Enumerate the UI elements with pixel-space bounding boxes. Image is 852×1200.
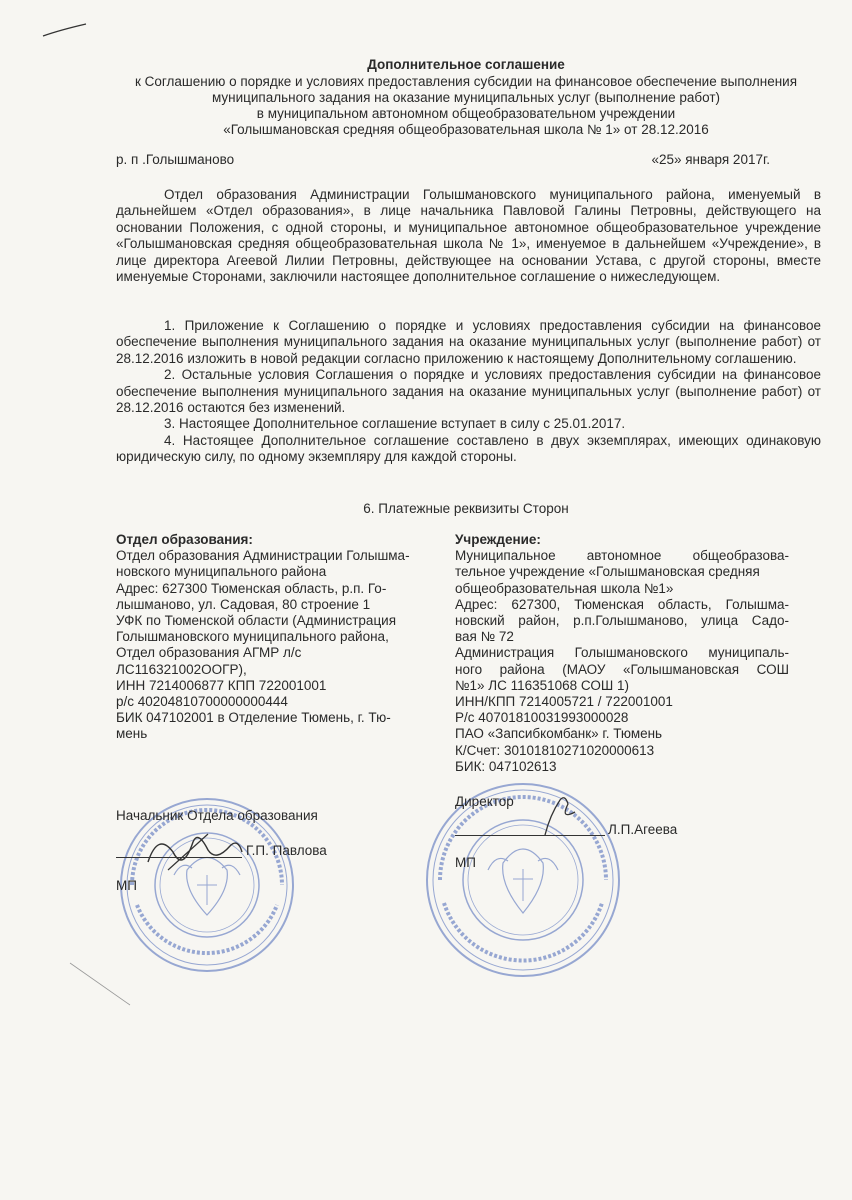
right-party-heading: Учреждение: bbox=[455, 532, 541, 547]
left-party-heading: Отдел образования: bbox=[116, 532, 253, 547]
right-signer-name: Л.П.Агеева bbox=[608, 822, 678, 837]
subtitle-line: к Соглашению о порядке и условиях предоставления субсидии на финансовое обеспечение выполнения bbox=[134, 74, 798, 89]
subtitle-line: в муниципальном автономном общеобразовательном учреждении bbox=[256, 106, 676, 121]
pen-mark bbox=[40, 20, 90, 40]
requisite-line: ИНН/КПП 7214005721 / 722001001 bbox=[455, 694, 673, 710]
requisite-line: р/с 40204810700000000444 bbox=[116, 694, 288, 710]
left-handwritten-signature bbox=[138, 822, 248, 882]
requisite-line: Р/с 40701810031993000028 bbox=[455, 710, 629, 726]
requisite-line: Отдел образования АГМР л/с bbox=[116, 645, 302, 661]
requisite-line: Муниципальное автономное общеобразова- bbox=[455, 548, 789, 564]
requisite-line: новский район, р.п.Голышманово, улица Садо- bbox=[455, 613, 789, 629]
agreement-item: 4. Настоящее Дополнительное соглашение составлено в двух экземплярах, имеющих одинаковую юридическую силу, по одному экземпляру для каждой стороны. bbox=[116, 432, 821, 465]
requisite-line: ПАО «Запсибкомбанк» г. Тюмень bbox=[455, 726, 663, 742]
requisite-line: мень bbox=[116, 726, 148, 742]
subtitle-line: «Голышмановская средняя общеобразовательная школа № 1» от 28.12.2016 bbox=[223, 122, 709, 137]
place-of-signing: р. п .Голышманово bbox=[116, 152, 235, 167]
agreement-item: 1. Приложение к Соглашению о порядке и условиях предоставления субсидии на финансовое обеспечение выполнения муниципального задания на оказание муниципальных услуг (выполнение работ) от 28.12.2016 изложить в новой редакции согласно приложению к настоящему Дополнительному соглашению. bbox=[116, 318, 821, 366]
document-title: Дополнительное соглашение bbox=[367, 57, 565, 72]
requisite-line: ЛС116321002ООГР), bbox=[116, 661, 247, 677]
right-signer-title: Директор bbox=[455, 794, 514, 809]
right-seal-label: МП bbox=[455, 855, 476, 870]
left-party-requisites bbox=[116, 532, 434, 743]
right-handwritten-signature bbox=[520, 790, 600, 840]
requisite-line: ИНН 7214006877 КПП 722001001 bbox=[116, 677, 327, 693]
requisite-line: Голышмановского муниципального района, bbox=[116, 629, 389, 645]
requisite-line: Администрация Голышмановского муниципаль- bbox=[455, 645, 789, 661]
agreement-item: 2. Остальные условия Соглашения о порядке и условиях предоставления субсидии на финансовое обеспечение выполнения муниципального задания на оказание муниципальных услуг (выполнение работ) от 28.12.2016 остаются без изменений. bbox=[116, 367, 821, 416]
agreement-item: 3. Настоящее Дополнительное соглашение вступает в силу с 25.01.2017. bbox=[164, 416, 626, 432]
requisite-line: вая № 72 bbox=[455, 629, 514, 645]
requisite-line: Отдел образования Администрации Голышма- bbox=[116, 548, 410, 564]
left-seal-label: МП bbox=[116, 878, 137, 893]
document-date: «25» января 2017г. bbox=[651, 152, 770, 167]
requisite-line: БИК 047102001 в Отделение Тюмень, г. Тю- bbox=[116, 710, 391, 726]
right-party-requisites bbox=[455, 532, 789, 775]
requisite-line: лышманово, ул. Садовая, 80 строение 1 bbox=[116, 596, 371, 612]
requisite-line: общеобразовательная школа №1» bbox=[455, 580, 674, 596]
intro-paragraph: Отдел образования Администрации Голышмановского муниципального района, именуемый в дальнейшем «Отдел образования», в лице начальника Павловой Галины Петровны, действующего на основании Положения, с одной стороны, и муниципальное автономное общеобразовательное учреждение «Голышмановская средняя общеобразовательная школа № 1», именуемое в дальнейшем «Учреждение», в лице директора Агеевой Лилии Петровны, действующее на основании Устава, с другой стороны, вместе именуемые Сторонами, заключили настоящее дополнительное соглашение о нижеследующем. bbox=[116, 187, 821, 285]
requisite-line: №1» ЛС 116351068 СОШ 1) bbox=[455, 677, 630, 693]
requisite-line: ного района (МАОУ «Голышмановская СОШ bbox=[455, 661, 789, 677]
requisites-title: 6. Платежные реквизиты Сторон bbox=[363, 501, 569, 516]
document-subtitle bbox=[100, 74, 832, 138]
requisite-line: К/Счет: 30101810271020000613 bbox=[455, 742, 655, 758]
requisite-line: УФК по Тюменской области (Администрация bbox=[116, 613, 397, 629]
left-signer-title: Начальник Отдела образования bbox=[116, 808, 318, 823]
requisite-line: тельное учреждение «Голышмановская средняя bbox=[455, 564, 760, 580]
requisite-line: Адрес: 627300, Тюменская область, Голышма- bbox=[455, 596, 789, 612]
agreement-items bbox=[116, 318, 821, 466]
left-signer-name: Г.П. Павлова bbox=[246, 843, 327, 858]
requisite-line: БИК: 047102613 bbox=[455, 758, 557, 774]
subtitle-line: муниципального задания на оказание муниципальных услуг (выполнение работ) bbox=[211, 90, 721, 105]
requisite-line: Адрес: 627300 Тюменская область, р.п. Го- bbox=[116, 580, 387, 596]
pen-mark bbox=[60, 955, 140, 1015]
requisite-line: новского муниципального района bbox=[116, 564, 327, 580]
